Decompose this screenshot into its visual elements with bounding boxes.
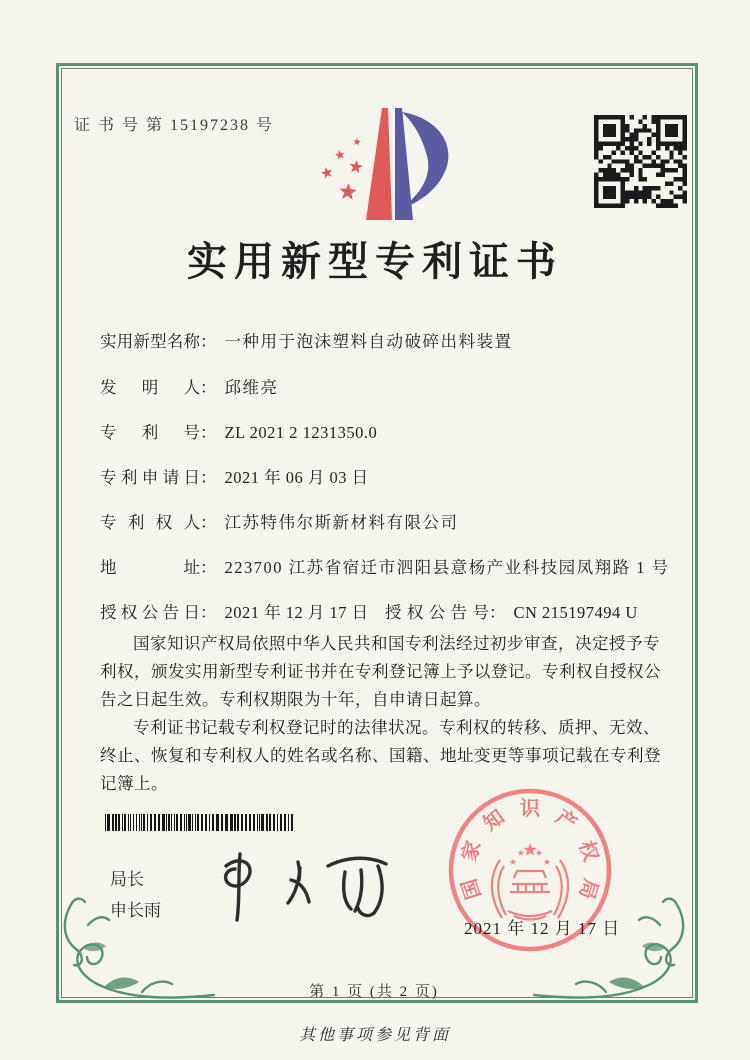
field-label: 专利权人 [100,513,200,532]
certificate-title: 实用新型专利证书 [187,239,563,284]
certificate-number: 证 书 号 第 15197238 号 [74,117,275,134]
officer-title: 局长 [110,870,144,889]
field-label: 授权公告号 [385,603,489,622]
field-row-patent-number [100,419,675,443]
field-colon: ： [200,558,217,577]
field-value: 2021 年 06 月 03 日 [224,468,369,487]
field-colon: ： [489,603,506,622]
seal-date: 2021 年 12 月 17 日 [464,919,621,938]
officer-name: 申长雨 [110,901,161,920]
field-value: CN 215197494 U [513,603,638,622]
field-label: 发明人 [100,378,200,397]
field-value: 江苏特伟尔斯新材料有限公司 [224,513,459,532]
legal-paragraph-1: 国家知识产权局依照中华人民共和国专利法经过初步审查，决定授予专利权，颁发实用新型专利证书并在专利登记簿上予以登记。专利权自授权公告之日起生效。专利权期限为十年，自申请日起算。 [100,634,661,709]
field-grant-number [385,599,638,623]
field-row-grant [100,599,675,623]
svg-text:识: 识 [520,798,540,820]
barcode [104,814,297,831]
field-row-utility-model-name [100,328,675,352]
field-value: ZL 2021 2 1231350.0 [224,423,378,442]
svg-text:局: 局 [574,875,602,902]
field-row-inventor [100,374,675,398]
field-colon: ： [200,468,217,487]
legal-paragraph-2: 专利证书记载专利权登记时的法律状况。专利权的转移、质押、无效、终止、恢复和专利权人的姓名或名称、国籍、地址变更等事项记载在专利登记簿上。 [100,718,661,793]
field-value: 2021 年 12 月 17 日 [224,603,369,622]
field-label: 专利号 [100,423,200,442]
qr-code [594,115,687,208]
svg-text:权: 权 [574,838,602,865]
field-value: 223700 江苏省宿迁市泗阳县意杨产业科技园凤翔路 1 号 [224,558,670,577]
field-colon: ： [200,603,217,622]
field-value: 一种用于泡沫塑料自动破碎出料装置 [224,332,513,351]
field-label: 授权公告日 [100,603,200,622]
svg-text:国: 国 [458,875,486,902]
field-colon: ： [200,332,217,351]
field-row-filing-date [100,464,675,488]
legal-text-block [100,630,670,798]
svg-text:家: 家 [458,838,486,865]
director-signature [212,842,402,927]
page-number: 第 1 页 (共 2 页) [309,984,439,1000]
svg-text:产: 产 [551,805,581,836]
field-colon: ： [200,378,217,397]
field-colon: ： [200,423,217,442]
field-label: 地址 [100,558,200,577]
cnipa-logo-icon [305,102,455,228]
field-label: 专利申请日 [100,468,200,487]
field-colon: ： [200,513,217,532]
svg-text:知: 知 [479,805,509,836]
field-label: 实用新型名称 [100,332,200,351]
field-row-patentee [100,509,675,533]
back-note: 其他事项参见背面 [298,1027,451,1044]
field-value: 邱维亮 [224,378,279,397]
field-row-address [100,554,675,578]
